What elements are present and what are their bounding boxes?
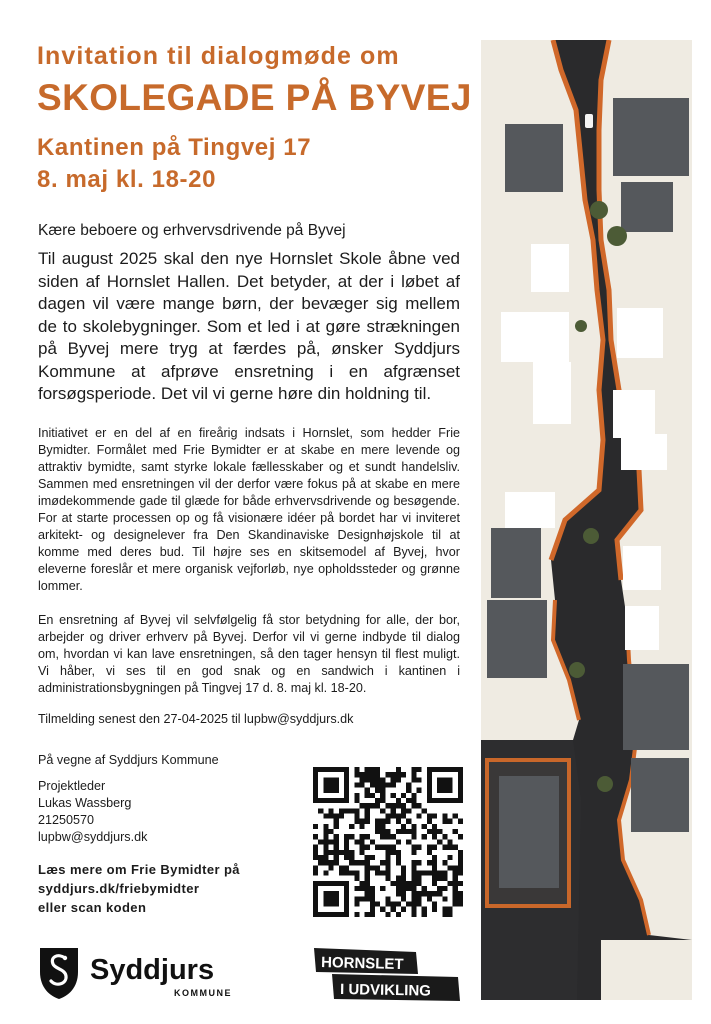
logo-udvikling: I UDVIKLING xyxy=(339,981,432,1000)
contact-email[interactable]: lupbw@syddjurs.dk xyxy=(38,830,148,844)
greeting-text: Kære beboere og erhvervsdrivende på Byvej xyxy=(38,222,346,239)
read-more-block xyxy=(38,860,240,917)
body-paragraph-2: En ensretning af Byvej vil selvfølgelig få stor betydning for alle, der bor, arbejder og driver erhverv på Byvej. Derfor vil vi gerne indbyde til dialog om, hvordan vi kan lave ensretningen, så den tager hensyn til flest muligt. Vi håber, vi ses til en god snak og en sandwich i kantinen i administrationsbygningen på Tingvej 17 d. 8. maj kl. 18-20. xyxy=(38,613,460,695)
logo-hornslet: HORNSLET xyxy=(320,954,404,974)
venue-text: Kantinen på Tingvej 17 xyxy=(37,134,312,161)
signup-text: Tilmelding senest den 27-04-2025 til lupbw@syddjurs.dk xyxy=(38,712,354,726)
body-paragraph-1: Initiativet er en del af en fireårig indsats i Hornslet, som hedder Frie Bymidter. Formålet med Frie Bymidter er at skabe en mere levende og attraktiv bymidte, samt styrke lokale fællesskaber og et sundt handelsliv. Sammen med ensretningen vil der derfor være fokus på at skabe en mere imødekommende gade til glæde for både erhvervsdrivende og besøgende. For at starte processen op og få visionære idéer på bordet har vi inviteret arkitekt- og designelever fra Den Skandinaviske Designhøjskole til at komme med deres bud. Til højre ses en skitsemodel af Byvej, hvor eleverne foreslår et mere organisk vejforløb, nye opholdssteder og grønne lommer. xyxy=(38,426,460,593)
read-more-line3: eller scan koden xyxy=(38,900,147,915)
contact-name: Lukas Wassberg xyxy=(38,796,132,810)
contact-block xyxy=(38,778,147,846)
logo-sub: KOMMUNE xyxy=(174,988,232,998)
hornslet-udvikling-logo xyxy=(312,946,462,1002)
contact-role: Projektleder xyxy=(38,779,106,793)
read-more-line1: Læs mere om Frie Bymidter på xyxy=(38,862,240,877)
logo-name: Syddjurs xyxy=(90,954,215,986)
qr-code-icon[interactable] xyxy=(313,767,463,917)
syddjurs-logo xyxy=(38,944,248,1000)
street-model-photo xyxy=(481,40,692,1000)
read-more-link[interactable]: syddjurs.dk/friebymidter xyxy=(38,881,200,896)
date-time-text: 8. maj kl. 18-20 xyxy=(37,166,217,193)
lead-paragraph: Til august 2025 skal den nye Hornslet Skole åbne ved siden af Hornslet Hallen. Det betyder, at der i løbet af dagen vil være mange børn, der bevæger sig mellem de to skolebygninger. Som et led i at gøre strækningen på Byvej mere tryg at færdes på, ønsker Syddjurs Kommune at afprøve ensretning i en afgrænset forsøgsperiode. Det vil vi gerne høre din holdning til. xyxy=(38,249,460,403)
page-title: SKOLEGADE PÅ BYVEJ xyxy=(37,77,472,118)
contact-phone: 21250570 xyxy=(38,813,95,827)
heading-invitation: Invitation til dialogmøde om xyxy=(37,42,400,70)
on-behalf-text: På vegne af Syddjurs Kommune xyxy=(38,753,219,767)
syddjurs-shield-icon xyxy=(40,948,78,999)
